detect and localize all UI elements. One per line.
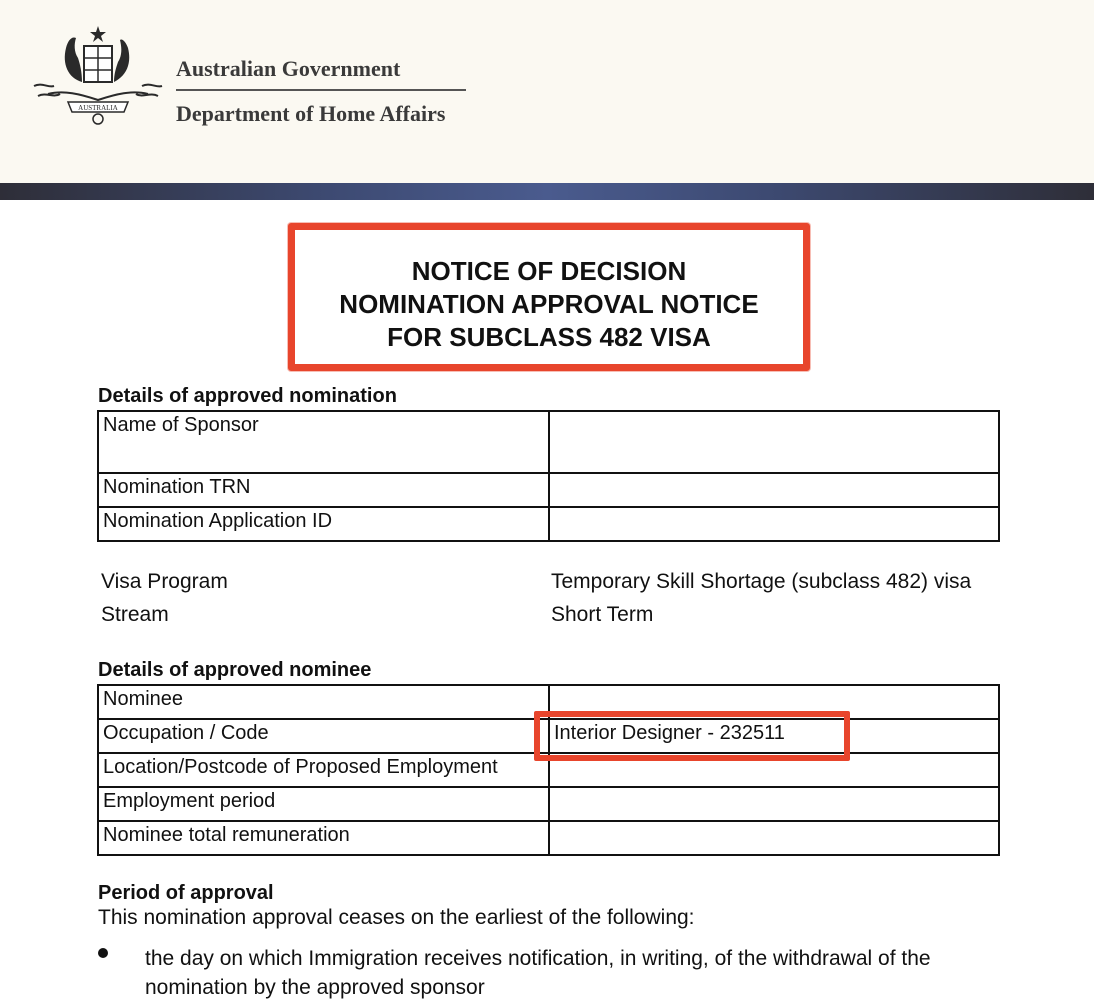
table-row xyxy=(98,473,999,507)
list-item: the day on which Immigration receives notification, in writing, of the withdrawal of the nomination by the approved sponsor xyxy=(145,947,931,999)
row-value xyxy=(549,411,999,473)
letterhead xyxy=(0,0,1094,183)
nominee-heading: Details of approved nominee xyxy=(98,659,372,681)
row-label: Occupation / Code xyxy=(98,719,549,753)
bullet-icon xyxy=(98,948,108,958)
row-value xyxy=(549,507,999,541)
visa-program-label: Visa Program xyxy=(101,570,228,593)
visa-program-value: Temporary Skill Shortage (subclass 482) visa xyxy=(551,570,972,593)
header-band xyxy=(0,183,1094,200)
table-row xyxy=(98,411,999,473)
stream-value: Short Term xyxy=(551,603,654,626)
svg-text:AUSTRALIA: AUSTRALIA xyxy=(78,104,118,112)
notice-title-line-1: NOTICE OF DECISION xyxy=(411,256,687,286)
table-row xyxy=(98,821,999,855)
approval-intro: This nomination approval ceases on the earliest of the following: xyxy=(98,906,695,929)
notice-title-line-2: NOMINATION APPROVAL NOTICE xyxy=(339,289,759,319)
row-label: Nomination TRN xyxy=(98,473,549,507)
divider xyxy=(176,89,466,91)
row-label: Location/Postcode of Proposed Employment xyxy=(98,753,549,787)
row-label: Nominee xyxy=(98,685,549,719)
coat-of-arms-icon xyxy=(28,24,168,128)
notice-title-box xyxy=(288,223,810,371)
government-name: Australian Government xyxy=(176,56,401,81)
notice-title-line-3: FOR SUBCLASS 482 VISA xyxy=(387,322,711,352)
row-value xyxy=(549,473,999,507)
table-row xyxy=(98,787,999,821)
row-value xyxy=(549,821,999,855)
occupation-value: Interior Designer - 232511 xyxy=(549,719,999,753)
row-label: Nomination Application ID xyxy=(98,507,549,541)
table-row xyxy=(98,507,999,541)
row-label: Nominee total remuneration xyxy=(98,821,549,855)
row-label: Name of Sponsor xyxy=(98,411,549,473)
nomination-heading: Details of approved nomination xyxy=(98,385,397,407)
row-value xyxy=(549,787,999,821)
row-label: Employment period xyxy=(98,787,549,821)
stream-label: Stream xyxy=(101,603,169,626)
nomination-table xyxy=(97,410,1000,542)
approval-heading: Period of approval xyxy=(98,882,274,904)
occupation-highlight xyxy=(534,711,850,761)
department-name: Department of Home Affairs xyxy=(176,101,446,126)
nominee-table xyxy=(97,684,1000,856)
